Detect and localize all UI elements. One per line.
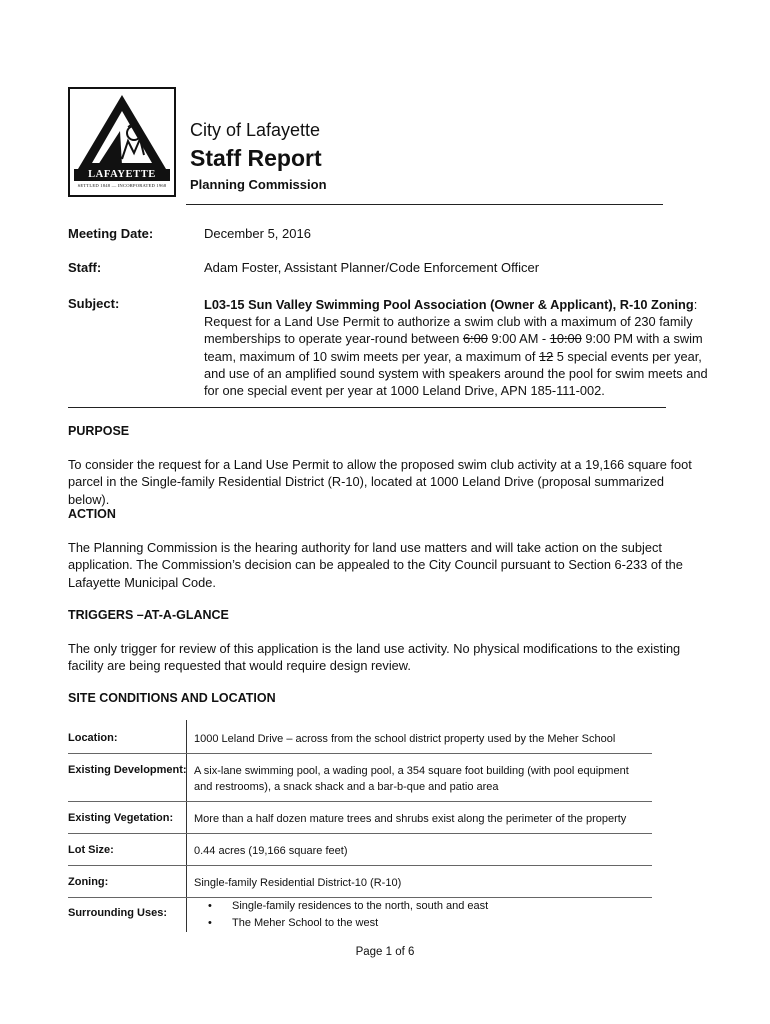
- table-row-divider: [68, 865, 652, 866]
- subject-colon: :: [693, 297, 698, 312]
- header-divider: [186, 204, 663, 205]
- vegetation-key: Existing Vegetation:: [68, 812, 174, 824]
- site-heading: SITE CONDITIONS AND LOCATION: [68, 691, 276, 705]
- location-value: 1000 Leland Drive – across from the school district property used by the Meher School: [194, 733, 616, 745]
- table-row-divider: [68, 753, 652, 754]
- action-heading: ACTION: [68, 507, 116, 521]
- development-value: A six-lane swimming pool, a wading pool, a 354 square foot building (with pool equipment and restrooms), a snack shack and a bar-b-que and patio area: [194, 765, 629, 793]
- table-column-divider: [186, 720, 187, 932]
- meta-divider: [68, 407, 666, 408]
- subject-text: [204, 296, 709, 399]
- page-number: Page 1 of 6: [355, 946, 415, 958]
- meeting-date-label: Meeting Date:: [68, 226, 154, 241]
- page-title: Staff Report: [190, 145, 322, 171]
- zoning-key: Zoning:: [68, 876, 109, 888]
- table-row-divider: [68, 801, 652, 802]
- subject-part-2: 9:00 AM -: [487, 331, 550, 347]
- lot-size-value: 0.44 acres (19,166 square feet): [194, 845, 348, 857]
- meeting-date-value: December 5, 2016: [204, 226, 311, 241]
- purpose-heading: PURPOSE: [68, 424, 130, 438]
- city-logo: [68, 87, 176, 197]
- subject-strike-3: 12: [538, 348, 554, 364]
- subject-label: Subject:: [68, 296, 120, 311]
- surrounding-item-2: The Meher School to the west: [232, 917, 379, 929]
- table-row-divider: [68, 897, 652, 898]
- list-item: • The Meher School to the west: [208, 917, 379, 929]
- triggers-text: The only trigger for review of this application is the land use activity. No physical modifications to the existing facility are being requested that would require design review.: [68, 641, 681, 674]
- subject-strike-1: 6:00: [462, 331, 488, 347]
- city-name: City of Lafayette: [190, 120, 321, 140]
- purpose-text: To consider the request for a Land Use Permit to allow the proposed swim club activity at a 19,166 square foot parcel in the Single-family Residential District (R-10), located at 1000 Leland Drive (proposal summarized below).: [68, 457, 692, 507]
- subject-part-1: Request for a Land Use Permit to authorize a swim club with a maximum of 230 family memberships to operate year-round between: [204, 314, 693, 347]
- lot-size-key: Lot Size:: [68, 844, 114, 856]
- staff-label: Staff:: [68, 260, 102, 275]
- subject-part-3: 9:00 PM with a swim team, maximum of 10 swim meets per year, a maximum of: [204, 331, 703, 364]
- location-key: Location:: [68, 732, 118, 744]
- page-subtitle: Planning Commission: [190, 177, 327, 192]
- triangle-tree-icon: [76, 93, 168, 171]
- list-item: • Single-family residences to the north, south and east: [208, 900, 489, 912]
- subject-strike-2: 10:00: [549, 331, 582, 347]
- staff-value: Adam Foster, Assistant Planner/Code Enforcement Officer: [204, 260, 540, 275]
- logo-tagline: SETTLED 1848 — INCORPORATED 1968: [77, 183, 167, 188]
- action-text: The Planning Commission is the hearing authority for land use matters and will take action on the subject application. The Commission’s decision can be appealed to the City Council pursuant to Section 6-233 of the Lafayette Municipal Code.: [68, 540, 683, 590]
- triggers-heading: TRIGGERS –AT-A-GLANCE: [68, 608, 229, 622]
- surrounding-item-1: Single-family residences to the north, south and east: [232, 900, 489, 912]
- development-key: Existing Development:: [68, 764, 187, 776]
- logo-wordmark: LAFAYETTE: [74, 169, 170, 181]
- vegetation-value: More than a half dozen mature trees and shrubs exist along the perimeter of the property: [194, 813, 627, 825]
- table-row-divider: [68, 833, 652, 834]
- surrounding-key: Surrounding Uses:: [68, 907, 168, 919]
- zoning-value: Single-family Residential District-10 (R-10): [194, 877, 402, 889]
- subject-title: L03-15 Sun Valley Swimming Pool Association (Owner & Applicant), R-10 Zoning: [204, 297, 694, 312]
- subject-part-4: 5 special events per year, and use of an amplified sound system with speakers around the pool for swim meets and for one special event per year at 1000 Leland Drive, APN 185-111-002.: [204, 348, 708, 399]
